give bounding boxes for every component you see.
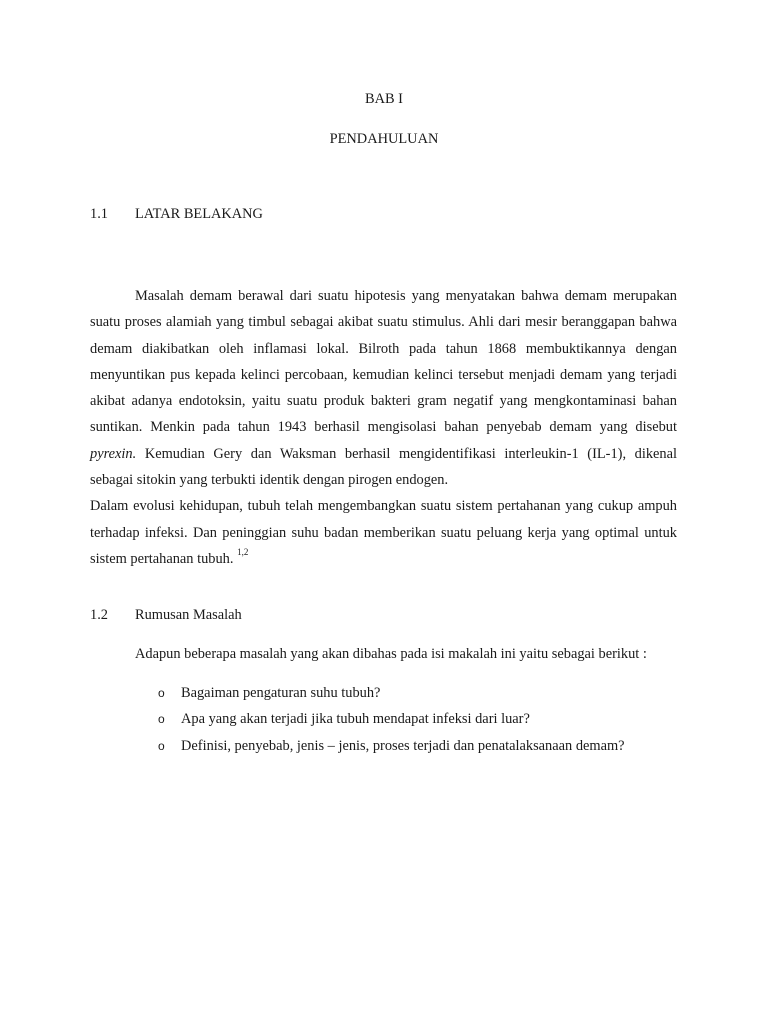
paragraph-1 xyxy=(90,283,677,493)
problem-intro: Adapun beberapa masalah yang akan dibahas pada isi makalah ini yaitu sebagai berikut : xyxy=(135,646,647,662)
bullet-marker: o xyxy=(158,712,165,727)
section-title: Rumusan Masalah xyxy=(135,607,242,623)
background-text xyxy=(90,283,677,572)
list-item-text: Definisi, penyebab, jenis – jenis, proses terjadi dan penatalaksanaan demam? xyxy=(181,737,625,754)
list-item-text: Bagaiman pengaturan suhu tubuh? xyxy=(181,685,381,701)
paragraph-1-text: Masalah demam berawal dari suatu hipotesis yang menyatakan bahwa demam merupakan suatu proses alamiah yang timbul sebagai akibat suatu stimulus. Ahli dari mesir beranggapan bahwa demam diakibatkan oleh inflamasi lokal. Bilroth pada tahun 1868 membuktikannya dengan menyuntikan pus kepada kelinci percobaan, kemudian kelinci tersebut menjadi demam yang terjadi akibat adanya endotoksin, yaitu suatu produk bakteri gram negatif yang mengkontaminasi bahan suntikan. Menkin pada tahun 1943 berhasil mengisolasi bahan penyebab demam yang disebut xyxy=(90,288,677,436)
bullet-marker: o xyxy=(158,686,165,700)
paragraph-2-text: Dalam evolusi kehidupan, tubuh telah mengembangkan suatu sistem pertahanan yang cukup ampuh terhadap infeksi. Dan peninggian suhu badan memberikan suatu peluang kerja yang optimal untuk sistem pertahanan tubuh. xyxy=(90,498,677,567)
paragraph-2 xyxy=(90,493,677,572)
citation-ref: 1,2 xyxy=(237,547,249,558)
section-heading-2 xyxy=(90,606,242,624)
italic-term: pyrexin. xyxy=(90,445,137,462)
section-number: 1.2 xyxy=(90,607,108,623)
bullet-marker: o xyxy=(158,738,165,753)
chapter-title: PENDAHULUAN xyxy=(329,131,439,147)
section-title: LATAR BELAKANG xyxy=(135,206,263,222)
list-item-text: Apa yang akan terjadi jika tubuh mendapat infeksi dari luar? xyxy=(181,711,530,728)
paragraph-1-text-cont: Kemudian Gery dan Waksman berhasil mengidentifikasi interleukin-1 (IL-1), dikenal sebagai sitokin yang terbukti identik dengan pirogen endogen. xyxy=(90,445,677,489)
section-number: 1.1 xyxy=(90,206,108,222)
section-heading-1 xyxy=(90,205,263,223)
chapter-label: BAB I xyxy=(365,91,403,107)
